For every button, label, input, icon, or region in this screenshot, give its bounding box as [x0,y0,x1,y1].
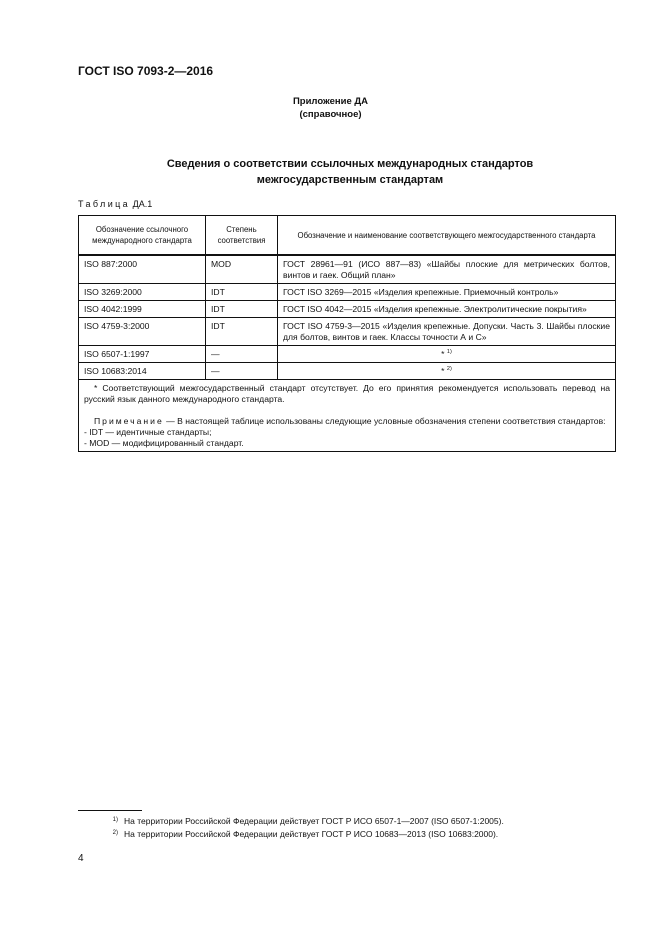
table-label-prefix: Таблица [78,199,131,209]
asterisk-mark: * [441,349,445,359]
asterisk-mark: * [441,366,445,376]
footnote-ref-2: 2) [446,366,452,373]
note-item-idt: - IDT — идентичные стандарты; [84,427,212,437]
table-row [79,346,616,363]
table-row [79,284,616,301]
cell-degree: — [206,346,278,363]
table-label [78,199,152,209]
cell-degree: IDT [206,284,278,301]
table-label-number: ДА.1 [132,199,153,209]
cell-description: ГОСТ 28961—91 (ИСО 887—83) «Шайбы плоские для метрических болтов, винтов и гаек. Общий план» [278,255,616,284]
cell-reference: ISO 4042:1999 [79,301,206,318]
cell-description-missing [278,363,616,380]
table-row [79,255,616,284]
cell-description: ГОСТ ISO 3269—2015 «Изделия крепежные. Приемочный контроль» [278,284,616,301]
footnote-mark: 1) [112,817,118,823]
cell-degree: MOD [206,255,278,284]
page-footnote-2 [78,829,618,839]
cell-description: ГОСТ ISO 4042—2015 «Изделия крепежные. Электролитические покрытия» [278,301,616,318]
cell-reference: ISO 3269:2000 [79,284,206,301]
table-note [84,416,610,427]
appendix-heading [0,95,661,121]
footnote-ref-1: 1) [446,349,452,356]
appendix-type: (справочное) [299,109,362,120]
cell-reference: ISO 4759-3:2000 [79,318,206,346]
correspondence-table [78,215,616,452]
header-interstate-standard: Обозначение и наименование соответствующего межгосударственного стандарта [278,216,616,256]
note-item-mod: - MOD — модифицированный стандарт. [84,438,244,448]
cell-description: ГОСТ ISO 4759-3—2015 «Изделия крепежные. Допуски. Часть 3. Шайбы плоские для болтов, винтов и гаек. Классы точности А и С» [278,318,616,346]
footnote-text: На территории Российской Федерации действует ГОСТ Р ИСО 6507-1—2007 (ISO 6507-1:2005). [124,816,504,826]
table-row [79,363,616,380]
header-degree: Степень соответствия [206,216,278,256]
section-title-line1: Сведения о соответствии ссылочных международных стандартов [166,158,534,170]
note-text: — В настоящей таблице использованы следующие условные обозначения степени соответствия стандартов: [166,416,606,426]
footnote-separator [78,810,142,811]
footnote-mark: 2) [112,830,118,836]
section-title [60,156,640,188]
header-reference-standard: Обозначение ссылочного международного стандарта [79,216,206,256]
document-header: ГОСТ ISO 7093-2—2016 [78,64,214,78]
cell-reference: ISO 6507-1:1997 [79,346,206,363]
page-number: 4 [78,853,84,864]
star-footnote: * Соответствующий межгосударственный стандарт отсутствует. До его принятия рекомендуется использовать перевод на русский язык данного международного стандарта. [84,383,610,404]
cell-degree: IDT [206,301,278,318]
cell-degree: IDT [206,318,278,346]
table-row [79,318,616,346]
note-label: Примечание [94,416,164,426]
footnote-text: На территории Российской Федерации действует ГОСТ Р ИСО 10683—2013 (ISO 10683:2000). [124,829,499,839]
cell-description-missing [278,346,616,363]
cell-reference: ISO 887:2000 [79,255,206,284]
table-row [79,301,616,318]
cell-reference: ISO 10683:2014 [79,363,206,380]
page-footnote-1 [78,816,618,826]
table-header-row [79,216,616,256]
cell-degree: — [206,363,278,380]
table-notes-row [79,380,616,452]
section-title-line2: межгосударственным стандартам [256,174,444,186]
table-notes [79,380,616,452]
appendix-label: Приложение ДА [292,96,369,107]
